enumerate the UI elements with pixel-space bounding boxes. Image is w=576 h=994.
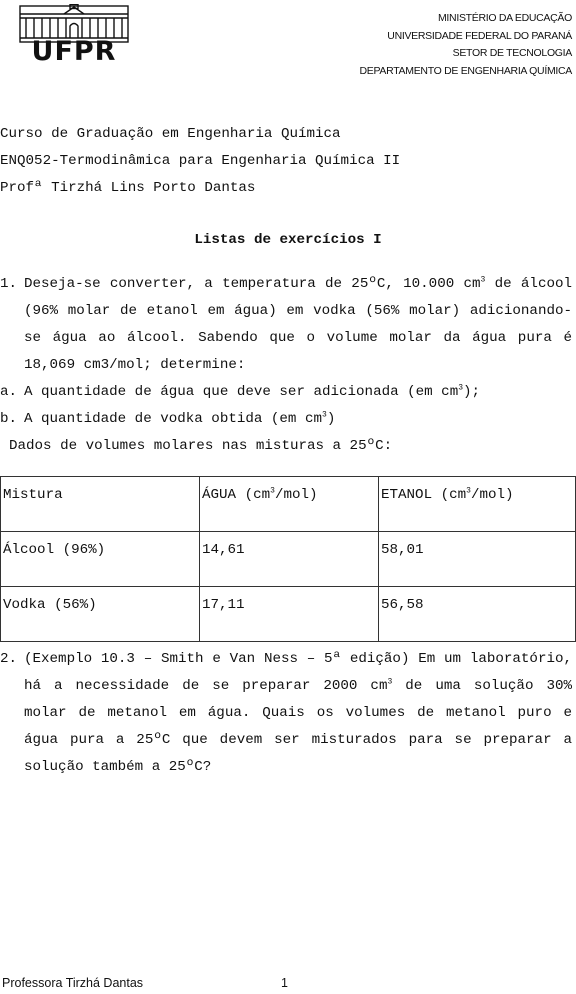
logo-text: UFPR [31,36,117,67]
table-cell: Vodka (56%) [1,587,200,642]
letterhead-lines [360,10,572,80]
ufpr-logo [18,4,130,68]
table-header-row [1,477,576,532]
question-1b: b. A quantidade de vodka obtida (em $cm^3$) [0,406,335,433]
question-text: Deseja-se converter, a temperatura de 25ºC, 10.000 $cm^3$ de álcool (96% molar de etanol em água) em vodka (56% molar) adicionando-se água ao álcool. Sabendo que o volume molar da água pura é 18,069 cm3/mol; determine: [24,275,572,373]
course-info [0,121,400,202]
table-cell: Álcool (96%) [1,532,200,587]
sector-line: SETOR DE TECNOLOGIA [452,47,572,60]
header-cell: Mistura [1,477,200,532]
question-1a: a. A quantidade de água que deve ser adicionada (em $cm^3$); [0,379,480,406]
course-code: ENQ052-Termodinâmica para Engenharia Química II [0,153,401,169]
table-cell: 58,01 [379,532,576,587]
item-letter: a. [0,384,18,400]
professor-name: Profª Tirzhá Lins Porto Dantas [0,180,256,196]
page-number: 1 [281,976,288,990]
question-2 [0,646,576,781]
question-number: 2. [0,651,18,667]
table-cell: 17,11 [200,587,379,642]
header-cell: ÁGUA $(cm^3/mol)$ [200,477,379,532]
question-1 [0,271,576,379]
page-title: Listas de exercícios I [194,232,382,248]
university-line: UNIVERSIDADE FEDERAL DO PARANÁ [387,29,572,42]
table-row [1,587,576,642]
question-number: 1. [0,276,18,292]
table-row [1,532,576,587]
molar-volume-table [0,476,576,642]
question-text: (Exemplo 10.3 – Smith e Van Ness – 5ª edição) Em um laboratório, há a necessidade de se preparar 2000 $cm^3$ de uma solução 30% molar de metanol em água. Quais os volumes de metanol puro e água pura a 25ºC que devem ser misturados para se preparar a solução também a 25ºC? [24,651,572,775]
letterhead [0,0,576,100]
course-name: Curso de Graduação em Engenharia Química [0,126,341,142]
table-caption: Dados de volumes molares nas misturas a 25ºC: [9,438,393,454]
department-line: DEPARTAMENTO DE ENGENHARIA QUÍMICA [359,64,572,77]
ministry-line: MINISTÉRIO DA EDUCAÇÃO [437,12,572,24]
footer-author: Professora Tirzhá Dantas [2,976,144,990]
header-cell: ETANOL $(cm^3/mol)$ [379,477,576,532]
table-cell: 14,61 [200,532,379,587]
table-cell: 56,58 [379,587,576,642]
item-letter: b. [0,411,18,427]
